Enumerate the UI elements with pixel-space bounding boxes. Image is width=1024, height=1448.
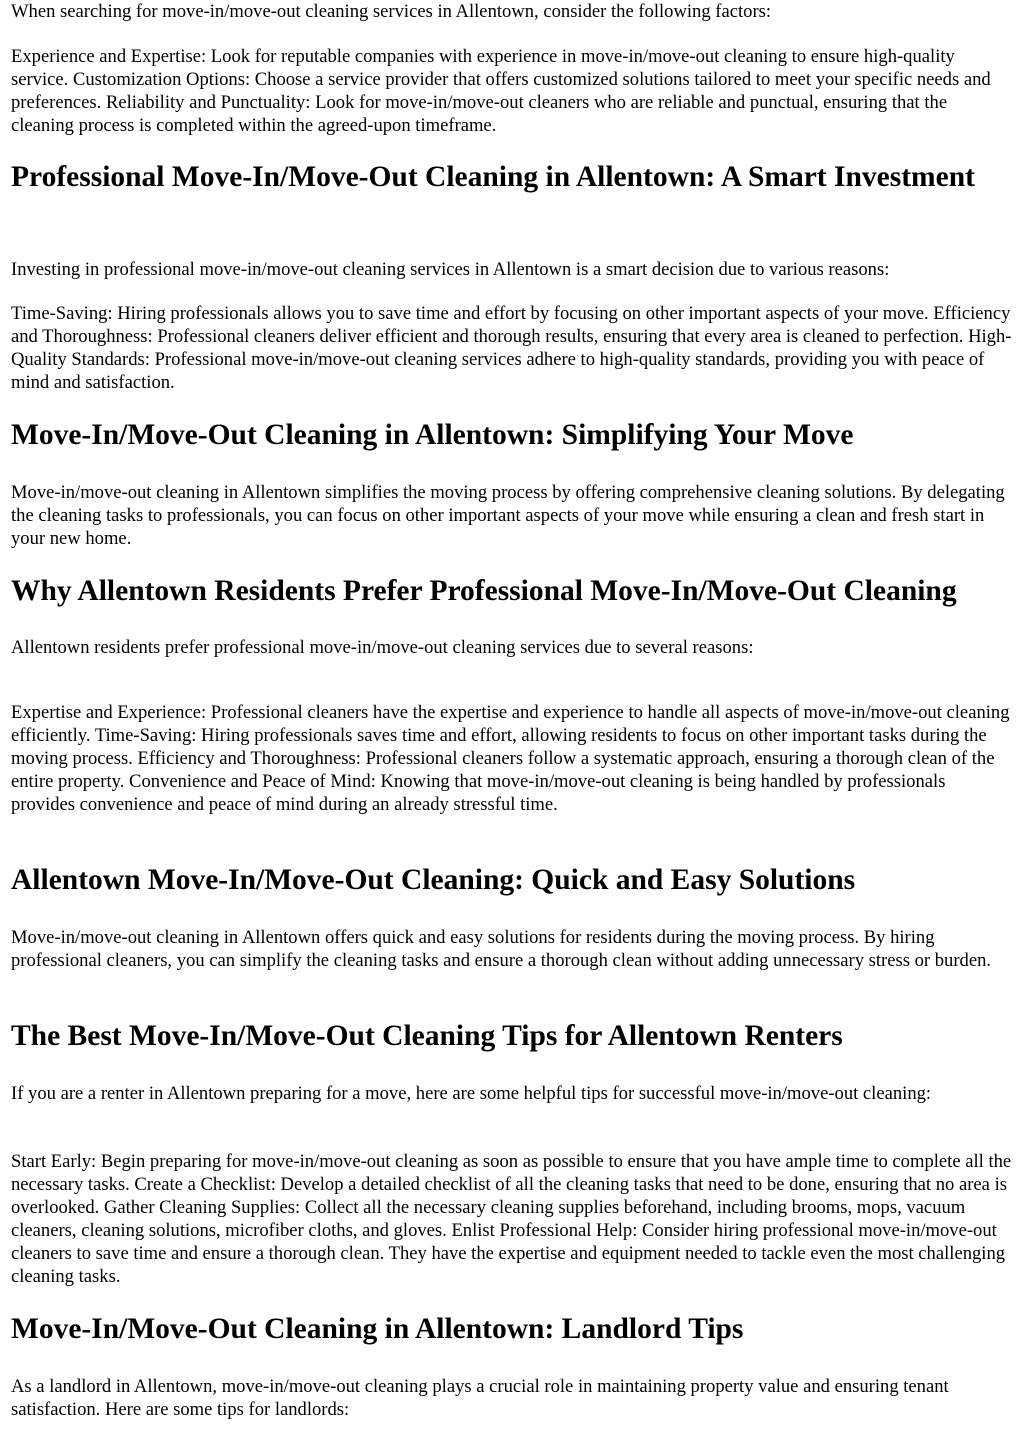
section-body-simplifying: Move-in/move-out cleaning in Allentown simplifies the moving process by offering comprehensive cleaning solutions. By delegating the cleaning tasks to professionals, you can focus on other important aspects of your move while ensuring a clean and fresh start in your new home. [11, 482, 1005, 549]
section-intro-smart-investment: Investing in professional move-in/move-out cleaning services in Allentown is a smart decision due to various reasons: [11, 259, 890, 280]
section-intro-renter-tips: If you are a renter in Allentown preparing for a move, here are some helpful tips for successful move-in/move-out cleaning: [11, 1083, 932, 1104]
section-body-residents-prefer: Expertise and Experience: Professional cleaners have the expertise and experience to handle all aspects of move-in/move-out cleaning efficiently. Time-Saving: Hiring professionals saves time and effort, allowing residents to focus on other important tasks during the moving process. Efficiency and Thoroughness: Professional cleaners follow a systematic approach, ensuring a thorough clean of the entire property. Convenience and Peace of Mind: Knowing that move-in/move-out cleaning is being handled by professionals provides convenience and peace of mind during an already stressful time. [11, 702, 1010, 815]
section-body-smart-investment: Time-Saving: Hiring professionals allows you to save time and effort by focusing on other important aspects of your move. Efficiency and Thoroughness: Professional cleaners deliver efficient and thorough results, ensuring that every area is cleaned to perfection. High-Quality Standards: Professional move-in/move-out cleaning services adhere to high-quality standards, providing you with peace of mind and satisfaction. [11, 303, 1012, 393]
intro-paragraph: When searching for move-in/move-out cleaning services in Allentown, consider the following factors: [11, 1, 772, 22]
section-heading-smart-investment: Professional Move-In/Move-Out Cleaning in Allentown: A Smart Investment [11, 161, 975, 193]
section-heading-residents-prefer: Why Allentown Residents Prefer Professional Move-In/Move-Out Cleaning [11, 575, 957, 607]
section-heading-landlord-tips: Move-In/Move-Out Cleaning in Allentown: Landlord Tips [11, 1313, 744, 1345]
section-intro-landlord-tips: As a landlord in Allentown, move-in/move-out cleaning plays a crucial role in maintaining property value and ensuring tenant satisfaction. Here are some tips for landlords: [11, 1376, 949, 1420]
section-heading-quick-solutions: Allentown Move-In/Move-Out Cleaning: Quick and Easy Solutions [11, 864, 856, 896]
section-body-quick-solutions: Move-in/move-out cleaning in Allentown offers quick and easy solutions for residents during the moving process. By hiring professional cleaners, you can simplify the cleaning tasks and ensure a thorough clean without adding unnecessary stress or burden. [11, 927, 992, 971]
section-heading-renter-tips: The Best Move-In/Move-Out Cleaning Tips for Allentown Renters [11, 1020, 843, 1052]
section-heading-simplifying: Move-In/Move-Out Cleaning in Allentown: Simplifying Your Move [11, 419, 854, 451]
factors-paragraph: Experience and Expertise: Look for reputable companies with experience in move-in/move-out cleaning to ensure high-quality service. Customization Options: Choose a service provider that offers customized solutions tailored to meet your specific needs and preferences. Reliability and Punctuality: Look for move-in/move-out cleaners who are reliable and punctual, ensuring that the cleaning process is completed within the agreed-upon timeframe. [11, 46, 991, 136]
section-body-renter-tips: Start Early: Begin preparing for move-in/move-out cleaning as soon as possible to ensure that you have ample time to complete all the necessary tasks. Create a Checklist: Develop a detailed checklist of all the cleaning tasks that need to be done, ensuring that no area is overlooked. Gather Cleaning Supplies: Collect all the necessary cleaning supplies beforehand, including brooms, mops, vacuum cleaners, cleaning solutions, microfiber cloths, and gloves. Enlist Professional Help: Consider hiring professional move-in/move-out cleaners to save time and ensure a thorough clean. They have the expertise and equipment needed to tackle even the most challenging cleaning tasks. [11, 1151, 1012, 1287]
section-intro-residents-prefer: Allentown residents prefer professional move-in/move-out cleaning services due to several reasons: [11, 637, 754, 658]
